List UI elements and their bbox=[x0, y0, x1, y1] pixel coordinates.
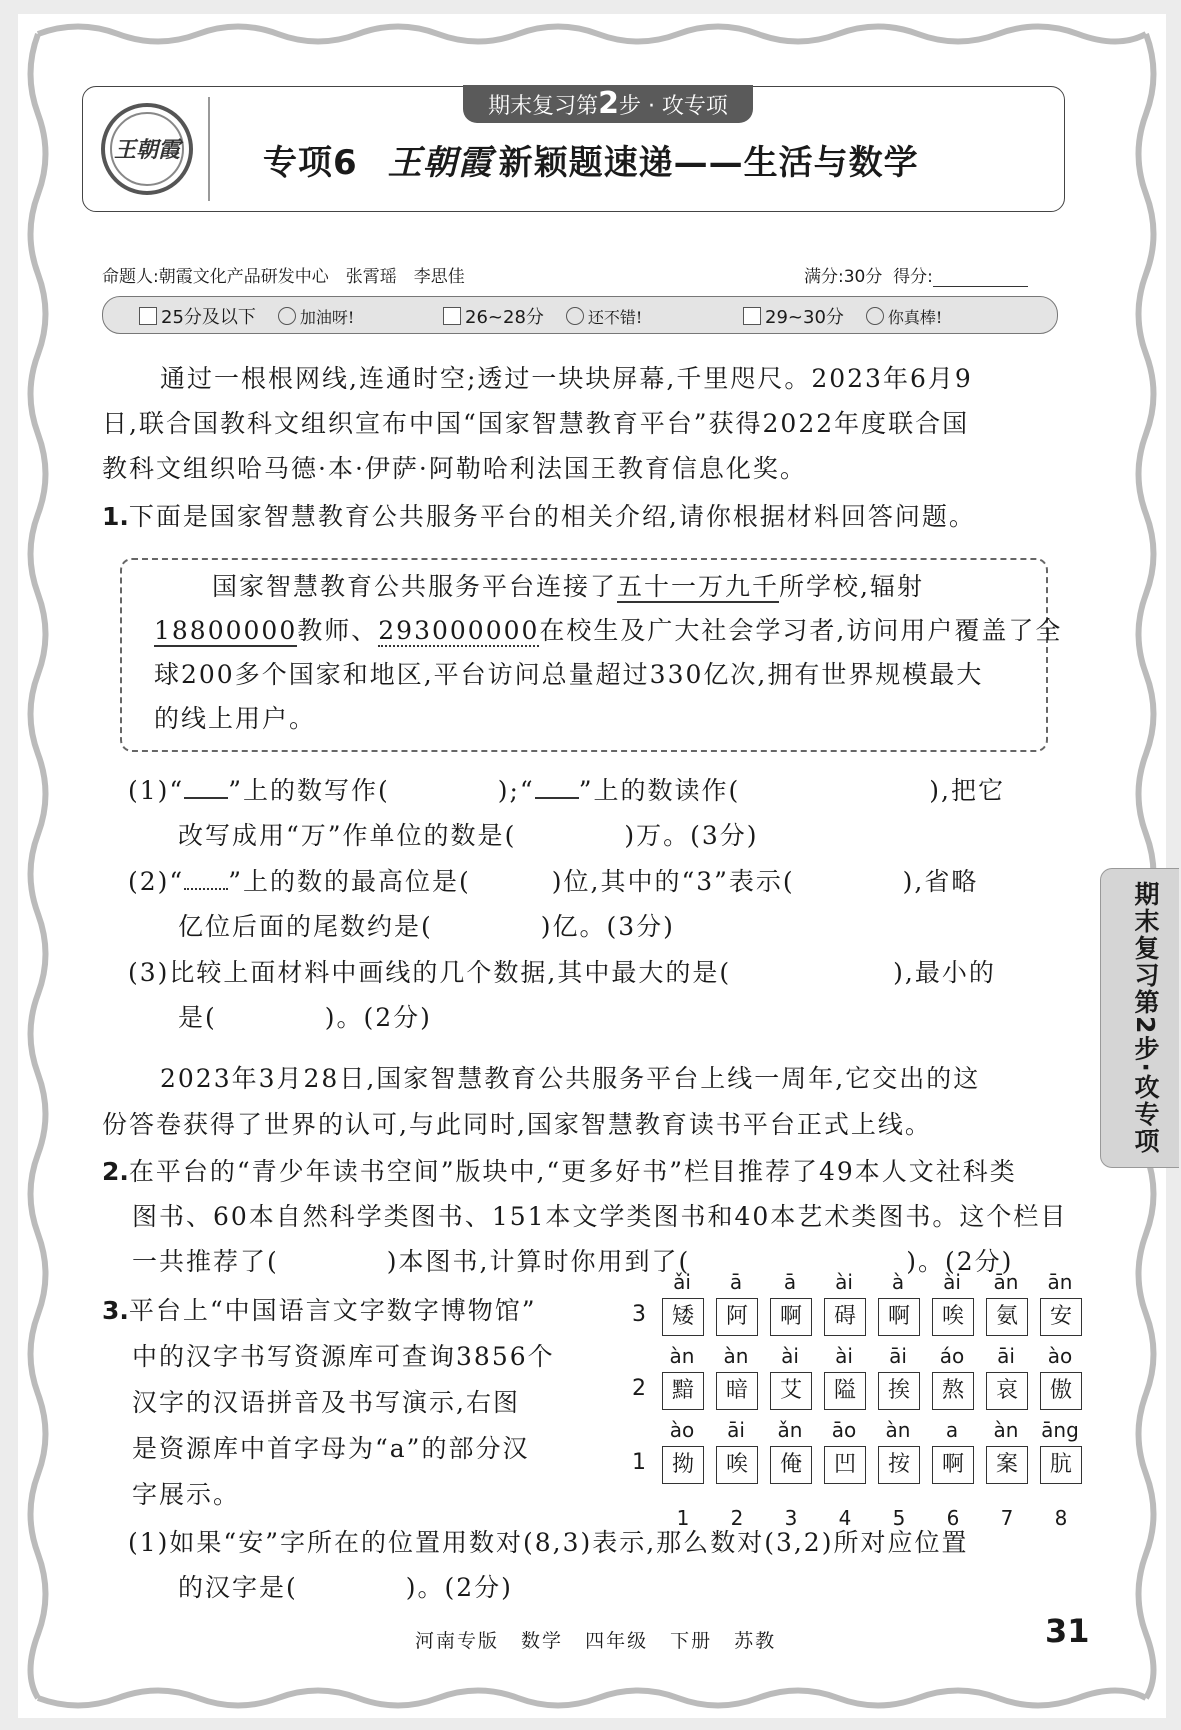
step-post: 步 · 攻专项 bbox=[618, 94, 728, 119]
hanzi-cell: 黯 bbox=[662, 1372, 704, 1410]
grid-col-label: 8 bbox=[1054, 1506, 1068, 1530]
pinyin-label: ā bbox=[783, 1270, 797, 1294]
score-area bbox=[804, 262, 1028, 287]
hanzi-cell: 阿 bbox=[716, 1298, 758, 1336]
step-pre: 期末复习第 bbox=[488, 94, 599, 119]
authors: 命题人:朝霞文化产品研发中心 张霄瑶 李思佳 bbox=[102, 267, 465, 287]
brand-logo bbox=[97, 97, 197, 197]
step-number: 2 bbox=[598, 86, 619, 121]
q1-sub3: (3)比较上面材料中画线的几个数据,其中最大的是( ),最小的 bbox=[128, 958, 996, 987]
wavy-underline-sample bbox=[184, 866, 228, 890]
hanzi-cell: 凹 bbox=[824, 1446, 866, 1484]
hanzi-cell: 肮 bbox=[1040, 1446, 1082, 1484]
hanzi-cell: 俺 bbox=[770, 1446, 812, 1484]
material-line: 球200多个国家和地区,平台访问总量超过330亿次,拥有世界规模最大 bbox=[154, 660, 984, 689]
q3-sub1-cont: 的汉字是( )。(2分) bbox=[178, 1573, 513, 1602]
score-blank[interactable] bbox=[933, 270, 1028, 287]
pinyin-label: āo bbox=[831, 1418, 857, 1442]
hanzi-cell: 艾 bbox=[770, 1372, 812, 1410]
underline-3: 293000000 bbox=[378, 616, 540, 645]
grid-row-label: 3 bbox=[632, 1302, 646, 1327]
pinyin-label: àn bbox=[885, 1418, 911, 1442]
intro-line: 教科文组织哈马德·本·伊萨·阿勒哈利法国王教育信息化奖。 bbox=[102, 454, 807, 483]
grid-col-label: 6 bbox=[946, 1506, 960, 1530]
material-line: 18800000教师、293000000在校生及广大社会学习者,访问用户覆盖了全 bbox=[154, 616, 1063, 645]
q3-sub1: (1)如果“安”字所在的位置用数对(8,3)表示,那么数对(3,2)所对应位置 bbox=[128, 1528, 969, 1557]
pinyin-label: āi bbox=[889, 1344, 907, 1368]
question-3: 3.平台上“中国语言文字数字博物馆” bbox=[102, 1296, 537, 1325]
hanzi-cell: 按 bbox=[878, 1446, 920, 1484]
hanzi-cell: 暗 bbox=[716, 1372, 758, 1410]
question-3-line: 字展示。 bbox=[132, 1480, 241, 1509]
pinyin-label: àn bbox=[723, 1344, 749, 1368]
face-icon bbox=[278, 307, 296, 325]
page-number: 31 bbox=[1045, 1612, 1090, 1650]
pinyin-label: āi bbox=[997, 1344, 1015, 1368]
hanzi-cell: 碍 bbox=[824, 1298, 866, 1336]
title-left: 专项6 bbox=[263, 143, 358, 183]
rating-range: 26~28分 bbox=[465, 307, 544, 328]
hanzi-cell: 哀 bbox=[986, 1372, 1028, 1410]
pinyin-label: āng bbox=[1041, 1418, 1079, 1442]
underline-sample bbox=[535, 775, 579, 799]
hanzi-cell: 案 bbox=[986, 1446, 1028, 1484]
material-line: 的线上用户。 bbox=[154, 704, 317, 733]
hanzi-cell: 啊 bbox=[932, 1446, 974, 1484]
footer: 河南专版 数学 四年级 下册 苏教 bbox=[415, 1630, 777, 1652]
underline-sample bbox=[184, 775, 228, 799]
material-line: 国家智慧教育公共服务平台连接了五十一万九千所学校,辐射 bbox=[212, 572, 924, 601]
intro2-line: 份答卷获得了世界的认可,与此同时,国家智慧教育读书平台正式上线。 bbox=[102, 1110, 932, 1139]
pinyin-label: à bbox=[891, 1270, 905, 1294]
title-brand: 王朝霞 bbox=[387, 143, 493, 183]
rating-range: 29~30分 bbox=[765, 307, 844, 328]
title-right: 新颖题速递——生活与数学 bbox=[498, 143, 919, 183]
hanzi-cell: 氨 bbox=[986, 1298, 1028, 1336]
question-text: 下面是国家智慧教育公共服务平台的相关介绍,请你根据材料回答问题。 bbox=[128, 502, 976, 531]
intro-line: 通过一根根网线,连通时空;透过一块块屏幕,千里咫尺。2023年6月9 bbox=[160, 364, 973, 393]
full-score: 满分:30分 bbox=[804, 267, 883, 287]
pinyin-label: àn bbox=[669, 1344, 695, 1368]
hanzi-cell: 矮 bbox=[662, 1298, 704, 1336]
header-box bbox=[82, 86, 1065, 212]
hanzi-cell: 啊 bbox=[878, 1298, 920, 1336]
logo-lettering: 王朝霞 bbox=[113, 137, 181, 163]
hanzi-cell: 傲 bbox=[1040, 1372, 1082, 1410]
rating-text: 你真棒! bbox=[887, 308, 943, 327]
rating-text: 加油呀! bbox=[299, 308, 355, 327]
pinyin-label: āi bbox=[727, 1418, 745, 1442]
score-label: 得分: bbox=[893, 267, 933, 287]
grid-col-label: 7 bbox=[1000, 1506, 1014, 1530]
checkbox[interactable] bbox=[139, 307, 157, 325]
q1-sub2-cont: 亿位后面的尾数约是( )亿。(3分) bbox=[178, 912, 675, 941]
pinyin-label: ā bbox=[729, 1270, 743, 1294]
question-1-stem bbox=[102, 494, 976, 539]
rating-item bbox=[743, 303, 942, 329]
page-title bbox=[263, 135, 919, 184]
rating-item bbox=[443, 303, 642, 329]
pinyin-label: ǎn bbox=[777, 1418, 803, 1442]
question-2-line: 图书、60本自然科学类图书、151本文学类图书和40本艺术类图书。这个栏目 bbox=[132, 1202, 1068, 1231]
grid-col-label: 1 bbox=[676, 1506, 690, 1530]
grid-col-label: 2 bbox=[730, 1506, 744, 1530]
hanzi-cell: 唉 bbox=[932, 1298, 974, 1336]
q1-sub3-cont: 是( )。(2分) bbox=[178, 1003, 432, 1032]
question-number: 2. bbox=[102, 1157, 129, 1186]
hanzi-cell: 挨 bbox=[878, 1372, 920, 1410]
pinyin-label: àn bbox=[993, 1418, 1019, 1442]
hanzi-cell: 拗 bbox=[662, 1446, 704, 1484]
hanzi-cell: 隘 bbox=[824, 1372, 866, 1410]
hanzi-cell: 安 bbox=[1040, 1298, 1082, 1336]
rating-range: 25分及以下 bbox=[161, 307, 256, 328]
grid-col-label: 4 bbox=[838, 1506, 852, 1530]
pinyin-label: ài bbox=[835, 1270, 853, 1294]
rating-bar bbox=[102, 296, 1058, 334]
header-divider bbox=[208, 97, 210, 201]
grid-row-label: 1 bbox=[632, 1450, 646, 1475]
rating-item bbox=[139, 303, 354, 329]
side-tab: 期末复习第2步·攻专项 bbox=[1100, 868, 1179, 1168]
pinyin-label: ān bbox=[993, 1270, 1019, 1294]
pinyin-label: ài bbox=[835, 1344, 853, 1368]
question-number: 1. bbox=[102, 502, 129, 531]
intro-line: 日,联合国教科文组织宣布中国“国家智慧教育平台”获得2022年度联合国 bbox=[102, 409, 970, 438]
hanzi-cell: 唉 bbox=[716, 1446, 758, 1484]
grid-row-label: 2 bbox=[632, 1376, 646, 1401]
pinyin-label: ào bbox=[1047, 1344, 1073, 1368]
step-banner bbox=[463, 85, 753, 123]
q1-sub1-cont: 改写成用“万”作单位的数是( )万。(3分) bbox=[178, 821, 759, 850]
hanzi-cell: 熬 bbox=[932, 1372, 974, 1410]
grid-col-label: 5 bbox=[892, 1506, 906, 1530]
face-icon bbox=[566, 307, 584, 325]
question-number: 3. bbox=[102, 1296, 129, 1325]
pinyin-label: ān bbox=[1047, 1270, 1073, 1294]
question-2: 2.在平台的“青少年读书空间”版块中,“更多好书”栏目推荐了49本人文社科类 bbox=[102, 1157, 1017, 1186]
checkbox[interactable] bbox=[743, 307, 761, 325]
intro2-line: 2023年3月28日,国家智慧教育公共服务平台上线一周年,它交出的这 bbox=[160, 1064, 981, 1093]
pinyin-label: a bbox=[945, 1418, 959, 1442]
underline-2: 18800000 bbox=[154, 616, 298, 645]
pinyin-label: ài bbox=[781, 1344, 799, 1368]
pinyin-label: ài bbox=[943, 1270, 961, 1294]
face-icon bbox=[866, 307, 884, 325]
q1-sub2: (2)“ ”上的数的最高位是( )位,其中的“3”表示( ),省略 bbox=[128, 867, 979, 896]
rating-text: 还不错! bbox=[587, 308, 643, 327]
pinyin-label: ào bbox=[669, 1418, 695, 1442]
question-2-line: 一共推荐了( )本图书,计算时你用到了( )。(2分) bbox=[132, 1247, 1014, 1276]
pinyin-label: ǎi bbox=[673, 1270, 691, 1294]
q1-sub1: (1)“ ”上的数写作( );“ ”上的数读作( ),把它 bbox=[128, 776, 1005, 805]
checkbox[interactable] bbox=[443, 307, 461, 325]
question-3-line: 是资源库中首字母为“a”的部分汉 bbox=[132, 1434, 530, 1463]
hanzi-cell: 啊 bbox=[770, 1298, 812, 1336]
question-3-line: 汉字的汉语拼音及书写演示,右图 bbox=[132, 1388, 520, 1417]
underline-1: 五十一万九千 bbox=[617, 572, 780, 601]
grid-col-label: 3 bbox=[784, 1506, 798, 1530]
question-3-line: 中的汉字书写资源库可查询3856个 bbox=[132, 1342, 555, 1371]
pinyin-label: áo bbox=[939, 1344, 965, 1368]
